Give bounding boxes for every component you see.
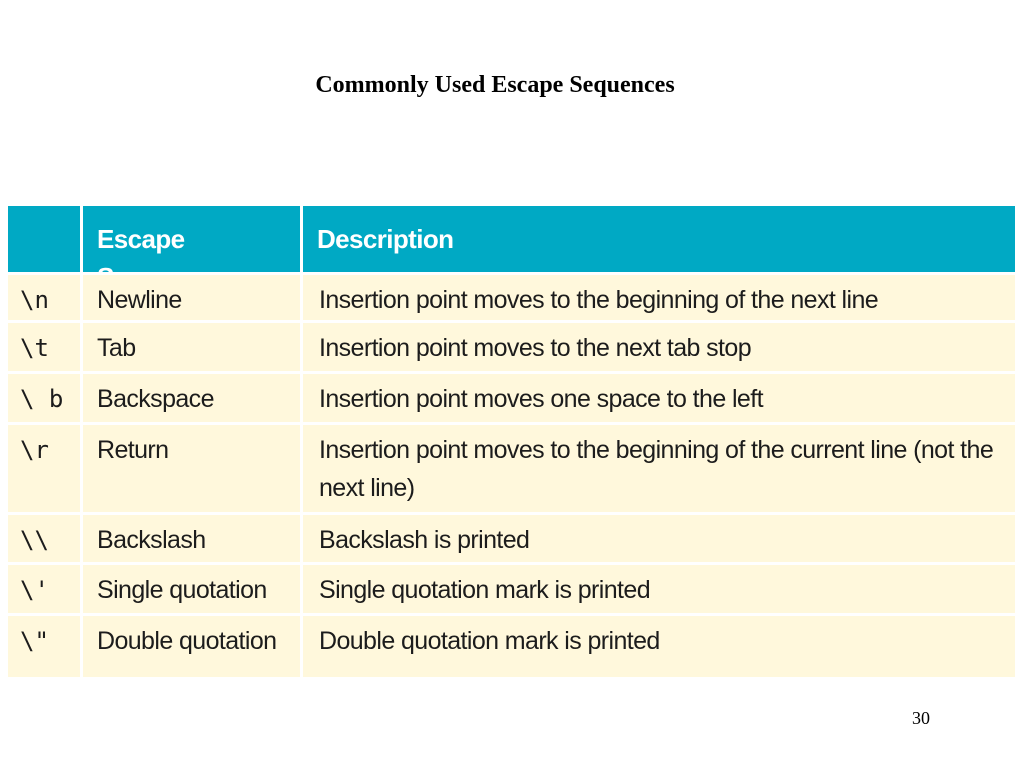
header-cell-escape-sequence: Escape <box>83 206 300 272</box>
table-cell-name: Single quotation <box>83 565 300 613</box>
escape-sequence-table <box>8 206 1015 677</box>
table-cell-description: Insertion point moves to the beginning of the current line (not the next line) <box>303 425 1015 512</box>
table-cell-description: Backslash is printed <box>303 515 1015 562</box>
table-cell-code: \" <box>8 616 80 677</box>
table-cell-name: Newline <box>83 275 300 320</box>
table-cell-code: \r <box>8 425 80 512</box>
header-cell-code <box>8 206 80 272</box>
table-cell-description: Single quotation mark is printed <box>303 565 1015 613</box>
table-cell-code: \' <box>8 565 80 613</box>
table-cell-name: Double quotation <box>83 616 300 677</box>
table-cell-description: Insertion point moves to the beginning of the next line <box>303 275 1015 320</box>
slide-title: Commonly Used Escape Sequences <box>315 72 675 98</box>
table-cell-code: \\ <box>8 515 80 562</box>
header-cell-description: Description <box>303 206 1015 272</box>
table-cell-description: Insertion point moves one space to the left <box>303 374 1015 422</box>
table-cell-name: Return <box>83 425 300 512</box>
table-cell-description: Insertion point moves to the next tab stop <box>303 323 1015 371</box>
table-cell-name: Backslash <box>83 515 300 562</box>
table-cell-code: \ b <box>8 374 80 422</box>
table-cell-name: Tab <box>83 323 300 371</box>
table-cell-description: Double quotation mark is printed <box>303 616 1015 677</box>
table-cell-code: \n <box>8 275 80 320</box>
table-cell-code: \t <box>8 323 80 371</box>
page-number: 30 <box>912 708 930 728</box>
table-cell-name: Backspace <box>83 374 300 422</box>
